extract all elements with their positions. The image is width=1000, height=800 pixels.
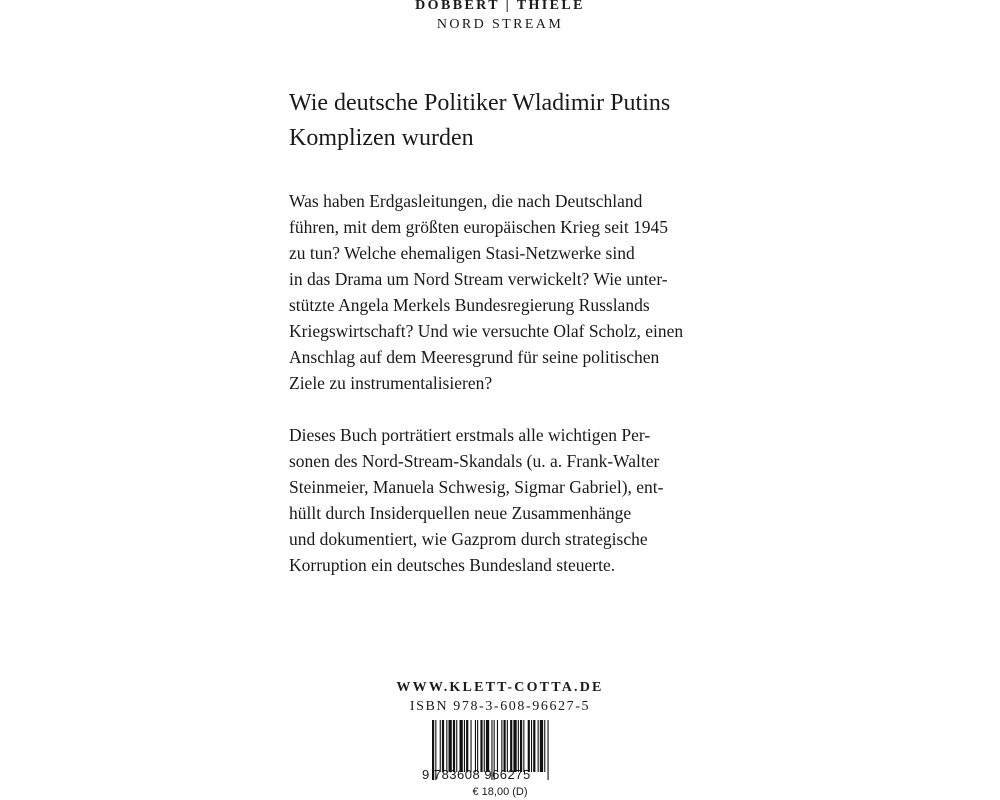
barcode-bar xyxy=(518,720,519,772)
barcode-bar xyxy=(520,720,522,772)
barcode-bar xyxy=(501,720,502,772)
publisher-footer xyxy=(0,678,1000,716)
barcode-bar xyxy=(507,720,508,772)
barcode-bar xyxy=(544,720,545,772)
back-cover-text xyxy=(289,86,729,575)
barcode-bar xyxy=(466,720,468,772)
price-label: € 18,00 (D) xyxy=(472,786,528,798)
barcode-bar xyxy=(540,720,543,772)
barcode-bar xyxy=(440,720,441,772)
barcode-bar xyxy=(523,720,524,772)
barcode-bar xyxy=(460,720,463,772)
author-names: DOBBERT | THIELE xyxy=(415,0,585,13)
barcode-digits: 9 783608 966275 xyxy=(422,767,531,782)
book-title: NORD STREAM xyxy=(436,17,564,32)
barcode-bar xyxy=(471,720,472,772)
barcode-bar xyxy=(453,720,455,772)
blurb-paragraph-1: Was haben Erdgasleitungen, die nach Deutschland führen, mit dem größten europäischen Krieg seit 1945 zu tun? Welche ehemaligen Stasi-Netzwerke sind in das Drama um Nord Stream verwickelt? Wie unter- stützte Angela Merkels Bundesregierung Russlands Kriegswirtschaft? Und wie versuchte Olaf Scholz, einen Anschlag auf dem Meeresgrund für seine politischen Ziele zu instrumentalisieren? xyxy=(289,191,684,393)
blurb-paragraph-2: Dieses Buch porträtiert erstmals alle wichtigen Per- sonen des Nord-Stream-Skandals (u. a. Frank-Walter Steinmeier, Manuela Schwesig, Sigmar Gabriel), ent- hüllt durch Insiderquellen neue Zusammenhänge und dokumentiert, wie Gazprom durch strategische Korruption ein deutsches Bundesland steuerte. xyxy=(289,425,664,575)
barcode-bar xyxy=(446,720,447,772)
barcode-bar xyxy=(475,720,476,772)
barcode-bar xyxy=(477,720,478,772)
publisher-website-link[interactable]: WWW.KLETT-COTTA.DE xyxy=(396,680,604,695)
headline-line-2: Komplizen wurden xyxy=(289,125,474,151)
headline xyxy=(289,86,729,156)
isbn-label: ISBN 978-3-608-96627-5 xyxy=(409,699,591,714)
headline-line-1: Wie deutsche Politiker Wladimir Putins xyxy=(289,90,671,116)
barcode-bar xyxy=(464,720,465,772)
barcode-bar xyxy=(533,720,535,772)
barcode-bar xyxy=(538,720,539,772)
barcode xyxy=(422,718,578,800)
barcode-bar xyxy=(497,720,498,772)
barcode-bar xyxy=(531,720,532,772)
barcode-bar xyxy=(513,720,516,772)
barcode-bar xyxy=(510,720,512,772)
barcode-bar xyxy=(528,720,530,772)
barcode-bar xyxy=(484,720,485,772)
barcode-bar xyxy=(449,720,452,772)
barcode-bar xyxy=(456,720,457,772)
barcode-bar xyxy=(480,720,482,772)
barcode-bar xyxy=(442,720,444,772)
barcode-bar xyxy=(486,720,489,772)
barcode-bar xyxy=(504,720,506,772)
